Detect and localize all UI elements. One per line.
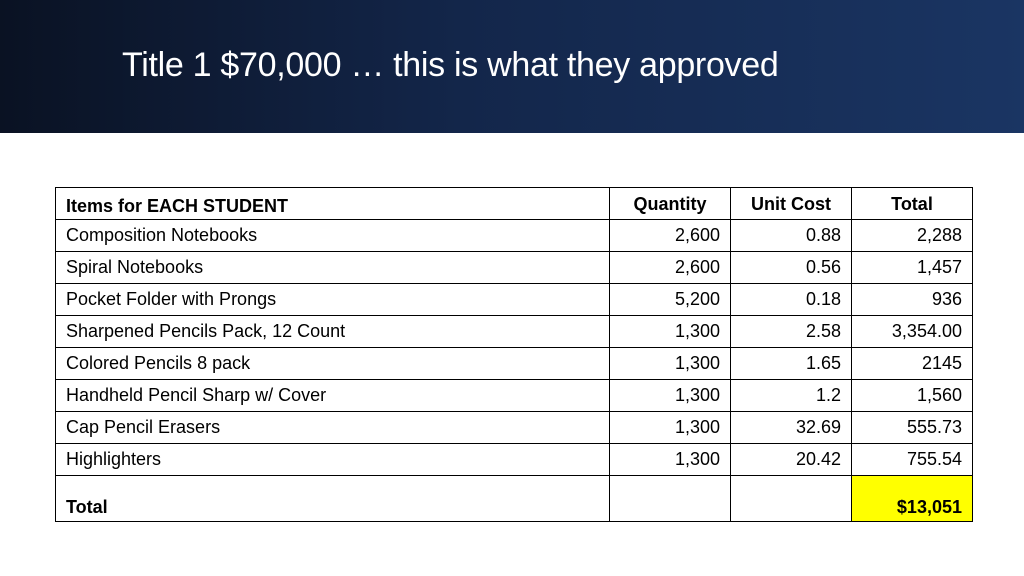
unit-cost-cell: 0.56 xyxy=(731,252,852,284)
total-cell: 936 xyxy=(852,284,973,316)
unit-cost-cell: 2.58 xyxy=(731,316,852,348)
item-cell: Colored Pencils 8 pack xyxy=(56,348,610,380)
quantity-cell: 5,200 xyxy=(610,284,731,316)
quantity-cell: 1,300 xyxy=(610,412,731,444)
total-cell: 3,354.00 xyxy=(852,316,973,348)
table-row xyxy=(56,220,973,252)
item-cell: Pocket Folder with Prongs xyxy=(56,284,610,316)
unit-cost-cell: 0.18 xyxy=(731,284,852,316)
quantity-cell: 1,300 xyxy=(610,380,731,412)
unit-cost-cell: 20.42 xyxy=(731,444,852,476)
budget-table xyxy=(55,187,973,522)
empty-cell xyxy=(610,476,731,522)
item-cell: Composition Notebooks xyxy=(56,220,610,252)
unit-cost-cell: 1.65 xyxy=(731,348,852,380)
unit-cost-cell: 0.88 xyxy=(731,220,852,252)
empty-cell xyxy=(731,476,852,522)
quantity-cell: 1,300 xyxy=(610,348,731,380)
slide-title: Title 1 $70,000 … this is what they approved xyxy=(122,46,779,84)
column-header-unit-cost: Unit Cost xyxy=(731,188,852,220)
item-cell: Highlighters xyxy=(56,444,610,476)
quantity-cell: 1,300 xyxy=(610,316,731,348)
total-cell: 555.73 xyxy=(852,412,973,444)
unit-cost-cell: 1.2 xyxy=(731,380,852,412)
total-cell: 2,288 xyxy=(852,220,973,252)
column-header-item: Items for EACH STUDENT xyxy=(56,188,610,220)
total-cell: 755.54 xyxy=(852,444,973,476)
table-row xyxy=(56,380,973,412)
item-cell: Handheld Pencil Sharp w/ Cover xyxy=(56,380,610,412)
title-banner xyxy=(0,0,1024,133)
table-row xyxy=(56,316,973,348)
item-cell: Cap Pencil Erasers xyxy=(56,412,610,444)
grand-total-amount: $13,051 xyxy=(852,476,973,522)
total-cell: 2145 xyxy=(852,348,973,380)
total-label: Total xyxy=(56,476,610,522)
table-row xyxy=(56,252,973,284)
total-cell: 1,560 xyxy=(852,380,973,412)
table-row xyxy=(56,412,973,444)
column-header-quantity: Quantity xyxy=(610,188,731,220)
unit-cost-cell: 32.69 xyxy=(731,412,852,444)
table-row xyxy=(56,444,973,476)
quantity-cell: 1,300 xyxy=(610,444,731,476)
total-cell: 1,457 xyxy=(852,252,973,284)
table-row xyxy=(56,284,973,316)
column-header-total: Total xyxy=(852,188,973,220)
table-row xyxy=(56,348,973,380)
item-cell: Sharpened Pencils Pack, 12 Count xyxy=(56,316,610,348)
quantity-cell: 2,600 xyxy=(610,252,731,284)
item-cell: Spiral Notebooks xyxy=(56,252,610,284)
table-header-row xyxy=(56,188,973,220)
quantity-cell: 2,600 xyxy=(610,220,731,252)
total-row xyxy=(56,476,973,522)
